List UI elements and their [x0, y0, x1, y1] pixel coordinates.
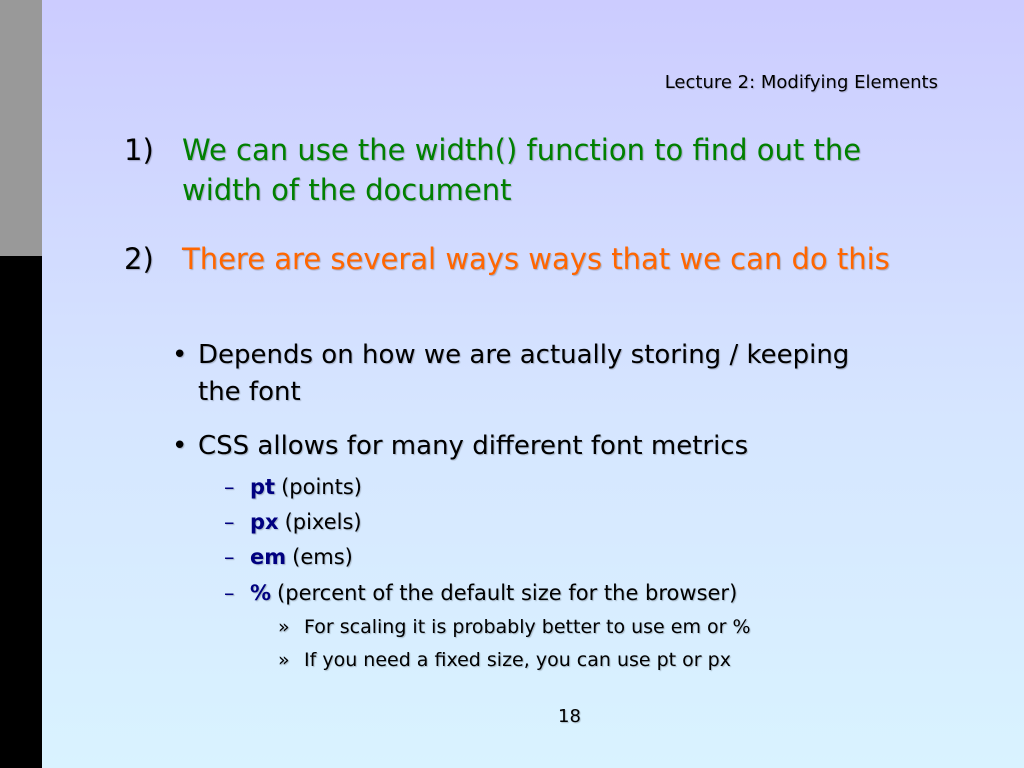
- chevron-mark: »: [278, 616, 290, 638]
- bullet-text: CSS allows for many different font metrics: [198, 431, 749, 461]
- item-text: We can use the width() function to find out the width of the document: [182, 133, 862, 207]
- bullet-mark: •: [172, 340, 188, 370]
- numbered-item-2: [124, 237, 914, 281]
- metric-item-px: [224, 507, 362, 537]
- item-number: 1): [124, 133, 154, 167]
- slide-header-title: Lecture 2: Modifying Elements: [664, 72, 938, 93]
- left-bar-gray: [0, 0, 42, 256]
- dash-mark: –: [224, 545, 235, 569]
- chevron-mark: »: [278, 649, 290, 671]
- metric-term: pt: [250, 475, 276, 499]
- metric-item-percent: [224, 578, 737, 608]
- metric-desc: (pixels): [284, 510, 362, 534]
- bullet-text: Depends on how we are actually storing / keeping the font: [198, 340, 850, 407]
- numbered-item-1: [124, 130, 914, 210]
- metric-term: em: [250, 545, 287, 569]
- metric-term: px: [250, 510, 279, 534]
- metric-term: %: [250, 581, 272, 605]
- metric-desc: (ems): [292, 545, 353, 569]
- dash-mark: –: [224, 475, 235, 499]
- metric-item-em: [224, 542, 353, 572]
- note-text: For scaling it is probably better to use em or %: [304, 616, 751, 638]
- dash-mark: –: [224, 510, 235, 534]
- metric-item-pt: [224, 472, 362, 502]
- note-item-2: [278, 646, 731, 674]
- item-number: 2): [124, 242, 154, 276]
- metric-desc: (percent of the default size for the browser): [277, 581, 738, 605]
- metric-desc: (points): [281, 475, 362, 499]
- dash-mark: –: [224, 581, 235, 605]
- item-text: There are several ways ways that we can do this: [182, 242, 890, 276]
- left-bar-black: [0, 256, 42, 768]
- note-text: If you need a fixed size, you can use pt or px: [304, 649, 731, 671]
- bullet-mark: •: [172, 431, 188, 461]
- bullet-item-2: [172, 428, 892, 465]
- page-number: 18: [558, 706, 581, 727]
- bullet-item-1: [172, 337, 872, 411]
- note-item-1: [278, 613, 751, 641]
